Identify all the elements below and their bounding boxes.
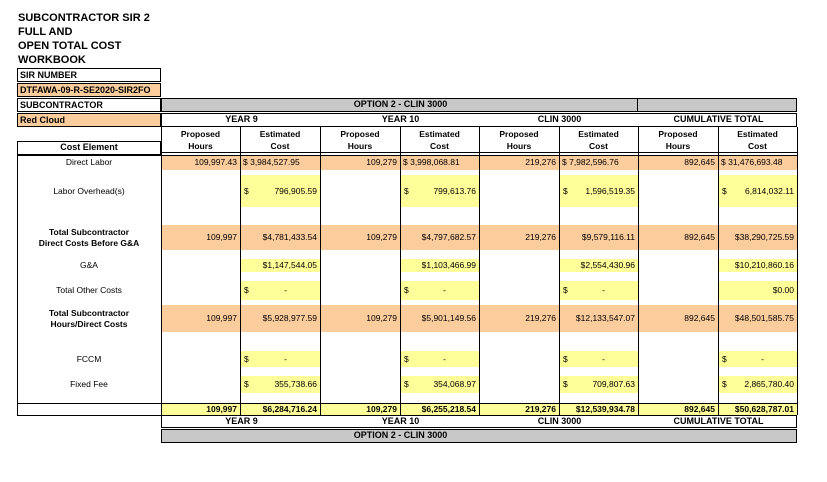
y10-cost-cell: $4,797,682.57 (400, 225, 479, 250)
cost-header: Cost (589, 141, 608, 151)
y9-hours-cell: 109,997 (161, 225, 240, 250)
hours-header: Hours (665, 141, 691, 151)
clin-cost-cell (559, 175, 638, 207)
y10-hours-cell: 109,279 (320, 404, 400, 415)
y10-hours-cell: 109,279 (320, 305, 400, 332)
cum-hours-cell (638, 259, 718, 272)
cum-cost-cell: $48,501,585.75 (718, 305, 797, 332)
hours-header: Hours (188, 141, 213, 151)
y10-hours-cell (320, 281, 400, 300)
other-costs-label: Total Other Costs (56, 285, 122, 295)
sir-number-value: DTFAWA-09-R-SE2020-SIR2FO (17, 83, 161, 97)
y10-cost-cell: $6,255,218.54 (400, 404, 479, 415)
grid-column-line (320, 127, 321, 415)
currency-symbol: $ (244, 186, 249, 196)
clin-hours-cell: 219,276 (479, 155, 559, 170)
grid-column-line (400, 127, 401, 415)
y9-cost-cell: $ 3,984,527.95 (240, 155, 320, 170)
fccm-label: FCCM (76, 354, 102, 364)
clin-header: CLIN 3000 (537, 114, 582, 124)
grid-column-line (559, 127, 560, 415)
y9-hours-cell: 109,997 (161, 305, 240, 332)
y9-hours-cell (161, 175, 240, 207)
cum-cost-cell (718, 351, 797, 367)
clin-cost-cell (559, 351, 638, 367)
title-line-4: WORKBOOK (18, 54, 86, 66)
clin-hours-cell: 219,276 (479, 404, 559, 415)
footer-option-bar (161, 429, 797, 443)
total-hours-costs-label-1: Total Subcontractor (48, 307, 130, 318)
grid-column-line (240, 127, 241, 415)
y10-cost-cell (400, 376, 479, 393)
y9-hours-cell (161, 281, 240, 300)
cum-cost-cell: $38,290,725.59 (718, 225, 797, 250)
cum-hours-cell: 892,645 (638, 225, 718, 250)
y10-cost-dash: - (443, 285, 446, 295)
currency-symbol: $ (563, 285, 568, 295)
direct-labor-label: Direct Labor (65, 157, 113, 167)
hours-header: Hours (347, 141, 373, 151)
currency-symbol: $ (404, 285, 409, 295)
subcontractor-value: Red Cloud (17, 113, 161, 127)
estimated-header: Estimated (578, 129, 619, 139)
workbook-title (18, 11, 168, 67)
y10-cost-cell: $1,103,466.99 (400, 259, 479, 272)
y10-hours-cell: 109,279 (320, 225, 400, 250)
y9-hours-cell: 109,997.43 (161, 155, 240, 170)
y10-cost-cell (400, 351, 479, 367)
grid-column-line (718, 127, 719, 415)
grid-column-line (479, 127, 480, 415)
y9-cost-cell: $6,284,716.24 (240, 404, 320, 415)
cost-element-header: Cost Element (17, 141, 161, 155)
currency-symbol: $ (563, 354, 568, 364)
grid-left-line (17, 141, 18, 415)
y9-cost-dash: - (284, 354, 287, 364)
grid-row-line (17, 403, 797, 404)
y9-hours-cell (161, 376, 240, 393)
cum-cost-cell (718, 175, 797, 207)
y9-cost-cell: $1,147,544.05 (240, 259, 320, 272)
clin-cost-cell: $12,133,547.07 (559, 305, 638, 332)
cum-cost-dash: - (761, 354, 764, 364)
subcontractor-label: SUBCONTRACTOR (17, 98, 161, 112)
y9-cost-cell (240, 376, 320, 393)
clin-hours-cell (479, 259, 559, 272)
cum-hours-cell (638, 376, 718, 393)
estimated-header: Estimated (737, 129, 778, 139)
currency-symbol: $ (244, 354, 249, 364)
currency-symbol: $ (244, 285, 249, 295)
cum-cost-cell: $50,628,787.01 (718, 404, 797, 415)
grid-row-line (17, 415, 797, 416)
y9-cost-cell (240, 175, 320, 207)
y10-cost-value: 354,068.97 (433, 379, 476, 389)
y9-cost-cell: $5,928,977.59 (240, 305, 320, 332)
clin-cost-cell (559, 376, 638, 393)
y9-cost-cell (240, 281, 320, 300)
total-direct-label-1: Total Subcontractor (48, 226, 130, 237)
clin-cost-value: 709,807.63 (592, 379, 635, 389)
cum-hours-cell (638, 351, 718, 367)
clin-cost-cell: $2,554,430.96 (559, 259, 638, 272)
clin-hours-cell: 219,276 (479, 225, 559, 250)
proposed-header: Proposed (180, 129, 221, 139)
currency-symbol: $ (563, 186, 568, 196)
y9-hours-cell (161, 351, 240, 367)
cum-cost-value: 6,814,032.11 (745, 186, 794, 196)
footer-option-label: OPTION 2 - CLIN 3000 (353, 430, 448, 440)
cum-hours-cell: 892,645 (638, 404, 718, 415)
currency-symbol: $ (722, 186, 727, 196)
y10-cost-cell: $5,901,149.56 (400, 305, 479, 332)
currency-symbol: $ (722, 354, 727, 364)
cum-cost-cell: $0.00 (718, 281, 797, 300)
currency-symbol: $ (722, 379, 727, 389)
footer-clin: CLIN 3000 (537, 416, 582, 426)
y10-hours-cell: 109,279 (320, 155, 400, 170)
cum-cost-value: 2,865,780.40 (744, 379, 794, 389)
y10-cost-cell (400, 281, 479, 300)
estimated-header: Estimated (419, 129, 460, 139)
cum-cost-cell: $10,210,860.16 (718, 259, 797, 272)
y9-cost-value: 796,905.59 (274, 186, 317, 196)
total-direct-label-2: Direct Costs Before G&A (38, 237, 140, 248)
y10-cost-dash: - (443, 354, 446, 364)
grid-column-line (161, 127, 162, 415)
y10-hours-cell (320, 376, 400, 393)
currency-symbol: $ (404, 186, 409, 196)
title-line-2: FULL AND (18, 26, 73, 38)
clin-hours-cell: 219,276 (479, 305, 559, 332)
cumulative-header: CUMULATIVE TOTAL (673, 114, 764, 124)
cum-hours-cell: 892,645 (638, 305, 718, 332)
grid-column-line (797, 127, 798, 415)
clin-cost-value: 1,596,519.35 (585, 186, 635, 196)
currency-symbol: $ (404, 379, 409, 389)
footer-cumulative: CUMULATIVE TOTAL (673, 416, 764, 426)
currency-symbol: $ (244, 379, 249, 389)
proposed-header: Proposed (340, 129, 380, 139)
labor-overhead-label: Labor Overhead(s) (53, 186, 125, 196)
cost-header: Cost (430, 141, 449, 151)
title-line-3: OPEN TOTAL COST (18, 40, 122, 52)
cost-header: Cost (270, 141, 290, 151)
footer-year-row (161, 415, 797, 428)
clin-cost-cell: $12,539,934.78 (559, 404, 638, 415)
y9-cost-value: 355,738.66 (274, 379, 317, 389)
sir-number-label: SIR NUMBER (17, 68, 161, 82)
clin-hours-cell (479, 376, 559, 393)
grid-row-line (17, 155, 797, 156)
clin-hours-cell (479, 351, 559, 367)
cum-hours-cell (638, 281, 718, 300)
grid-row-line (161, 152, 797, 153)
cum-cost-cell: $ 31,476,693.48 (718, 155, 797, 170)
footer-year9: YEAR 9 (225, 416, 258, 426)
ga-label: G&A (80, 260, 98, 270)
footer-year10: YEAR 10 (381, 416, 420, 426)
option-header (161, 98, 797, 112)
year-header-row (161, 113, 797, 127)
y9-hours-cell (161, 259, 240, 272)
title-line-1: SUBCONTRACTOR SIR 2 (18, 12, 150, 24)
fixed-fee-label: Fixed Fee (70, 379, 108, 389)
y10-cost-cell: $ 3,998,068.81 (400, 155, 479, 170)
year9-header: YEAR 9 (225, 114, 258, 124)
proposed-header: Proposed (499, 129, 539, 139)
clin-cost-cell: $9,579,116.11 (559, 225, 638, 250)
cum-cost-cell (718, 376, 797, 393)
hours-header: Hours (506, 141, 532, 151)
grid-column-line (638, 127, 639, 415)
total-hours-costs-label-2: Hours/Direct Costs (50, 318, 128, 329)
y9-cost-cell: $4,781,433.54 (240, 225, 320, 250)
estimated-header: Estimated (259, 129, 301, 139)
y9-cost-cell (240, 351, 320, 367)
clin-hours-cell (479, 281, 559, 300)
option-header-label: OPTION 2 - CLIN 3000 (353, 99, 448, 109)
y10-hours-cell (320, 259, 400, 272)
year10-header: YEAR 10 (381, 114, 420, 124)
y10-cost-cell (400, 175, 479, 207)
cum-hours-cell: 892,645 (638, 155, 718, 170)
y9-hours-cell: 109,997 (161, 404, 240, 415)
currency-symbol: $ (404, 354, 409, 364)
clin-cost-cell (559, 281, 638, 300)
y10-hours-cell (320, 175, 400, 207)
y10-cost-value: 799,613.76 (433, 186, 476, 196)
clin-cost-dash: - (602, 285, 605, 295)
cum-hours-cell (638, 175, 718, 207)
proposed-header: Proposed (658, 129, 698, 139)
clin-cost-dash: - (602, 354, 605, 364)
clin-hours-cell (479, 175, 559, 207)
cost-header: Cost (748, 141, 767, 151)
y9-cost-dash: - (284, 285, 287, 295)
y10-hours-cell (320, 351, 400, 367)
currency-symbol: $ (563, 379, 568, 389)
clin-cost-cell: $ 7,982,596.76 (559, 155, 638, 170)
